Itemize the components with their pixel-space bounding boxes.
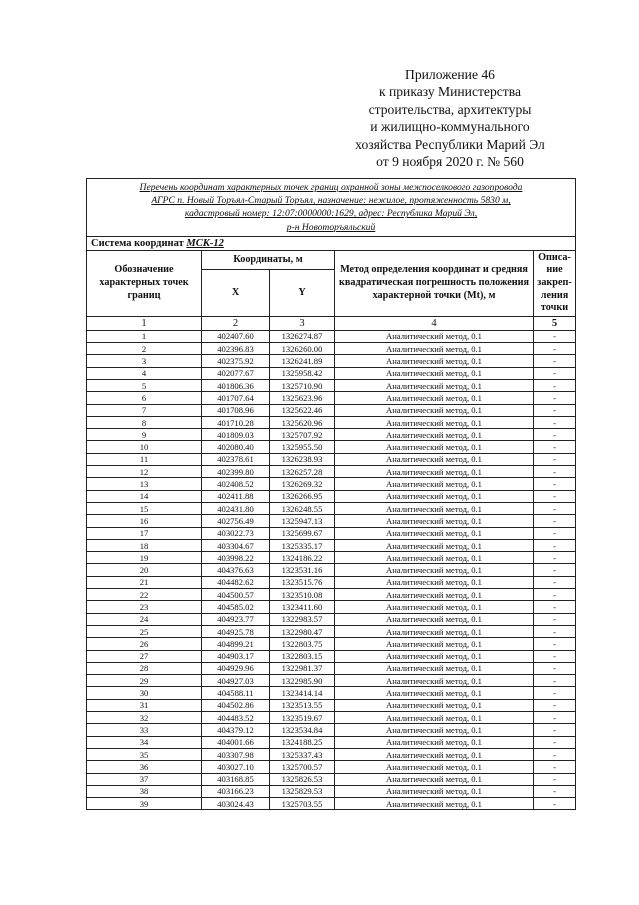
x-coordinate: 401806.36 — [202, 380, 270, 392]
y-coordinate: 1323519.67 — [270, 712, 335, 724]
x-coordinate: 404588.11 — [202, 687, 270, 699]
x-coordinate: 403168.85 — [202, 773, 270, 785]
y-coordinate: 1325703.55 — [270, 798, 335, 810]
y-coordinate: 1322803.75 — [270, 638, 335, 650]
method-cell: Аналитический метод, 0.1 — [335, 539, 534, 551]
point-number: 30 — [87, 687, 202, 699]
x-coordinate: 402756.49 — [202, 515, 270, 527]
description-cell: - — [534, 785, 576, 797]
method-cell: Аналитический метод, 0.1 — [335, 638, 534, 650]
method-cell: Аналитический метод, 0.1 — [335, 552, 534, 564]
method-cell: Аналитический метод, 0.1 — [335, 453, 534, 465]
description-cell: - — [534, 490, 576, 502]
method-cell: Аналитический метод, 0.1 — [335, 527, 534, 539]
header-line: строительства, архитектуры — [368, 101, 532, 117]
y-coordinate: 1322985.90 — [270, 675, 335, 687]
column-numbers-row — [87, 316, 576, 330]
description-cell: - — [534, 798, 576, 810]
point-number: 39 — [87, 798, 202, 810]
y-coordinate: 1324186.22 — [270, 552, 335, 564]
method-cell: Аналитический метод, 0.1 — [335, 502, 534, 514]
table-row — [87, 748, 576, 760]
method-cell: Аналитический метод, 0.1 — [335, 650, 534, 662]
method-cell: Аналитический метод, 0.1 — [335, 687, 534, 699]
y-coordinate: 1323411.60 — [270, 601, 335, 613]
x-coordinate: 403024.43 — [202, 798, 270, 810]
description-cell: - — [534, 392, 576, 404]
point-number: 8 — [87, 416, 202, 428]
y-coordinate: 1322981.37 — [270, 662, 335, 674]
x-coordinate: 402396.83 — [202, 343, 270, 355]
y-coordinate: 1324188.25 — [270, 736, 335, 748]
method-cell: Аналитический метод, 0.1 — [335, 625, 534, 637]
table-row — [87, 453, 576, 465]
table-row — [87, 699, 576, 711]
point-number: 35 — [87, 748, 202, 760]
method-cell: Аналитический метод, 0.1 — [335, 515, 534, 527]
point-number: 2 — [87, 343, 202, 355]
method-cell: Аналитический метод, 0.1 — [335, 662, 534, 674]
method-cell: Аналитический метод, 0.1 — [335, 576, 534, 588]
y-coordinate: 1322983.57 — [270, 613, 335, 625]
description-cell: - — [534, 404, 576, 416]
table-row — [87, 429, 576, 441]
table-title-row — [87, 179, 576, 237]
x-coordinate: 403027.10 — [202, 761, 270, 773]
description-cell: - — [534, 773, 576, 785]
x-coordinate: 402375.92 — [202, 355, 270, 367]
point-number: 22 — [87, 589, 202, 601]
table-row — [87, 404, 576, 416]
method-cell: Аналитический метод, 0.1 — [335, 392, 534, 404]
x-coordinate: 404925.78 — [202, 625, 270, 637]
table-row — [87, 712, 576, 724]
description-cell: - — [534, 441, 576, 453]
x-coordinate: 401708.96 — [202, 404, 270, 416]
x-coordinate: 402077.67 — [202, 367, 270, 379]
x-coordinate: 403022.73 — [202, 527, 270, 539]
description-cell: - — [534, 699, 576, 711]
point-number: 25 — [87, 625, 202, 637]
table-row — [87, 416, 576, 428]
x-coordinate: 402431.80 — [202, 502, 270, 514]
method-cell: Аналитический метод, 0.1 — [335, 355, 534, 367]
point-number: 10 — [87, 441, 202, 453]
description-cell: - — [534, 380, 576, 392]
table-row — [87, 576, 576, 588]
table-row — [87, 675, 576, 687]
point-number: 11 — [87, 453, 202, 465]
header-line: от 9 ноября 2020 г. № 560 — [376, 154, 524, 170]
method-cell: Аналитический метод, 0.1 — [335, 564, 534, 576]
description-cell: - — [534, 675, 576, 687]
method-cell: Аналитический метод, 0.1 — [335, 712, 534, 724]
y-coordinate: 1323414.14 — [270, 687, 335, 699]
point-number: 19 — [87, 552, 202, 564]
description-cell: - — [534, 625, 576, 637]
y-coordinate: 1325622.46 — [270, 404, 335, 416]
y-coordinate: 1326274.87 — [270, 330, 335, 342]
column-number: 4 — [335, 316, 534, 330]
method-cell: Аналитический метод, 0.1 — [335, 490, 534, 502]
header-description: Описа-ние закреп-ления точки — [534, 250, 576, 316]
point-number: 31 — [87, 699, 202, 711]
title-line: Перечень координат характерных точек границ охранной зоны межпоселкового газопровода — [139, 182, 523, 193]
description-cell: - — [534, 613, 576, 625]
x-coordinate: 401809.03 — [202, 429, 270, 441]
method-cell: Аналитический метод, 0.1 — [335, 343, 534, 355]
x-coordinate: 404482.62 — [202, 576, 270, 588]
table-row — [87, 441, 576, 453]
table-row — [87, 539, 576, 551]
method-cell: Аналитический метод, 0.1 — [335, 675, 534, 687]
y-coordinate: 1325710.90 — [270, 380, 335, 392]
method-cell: Аналитический метод, 0.1 — [335, 785, 534, 797]
point-number: 32 — [87, 712, 202, 724]
description-cell: - — [534, 724, 576, 736]
x-coordinate: 402080.40 — [202, 441, 270, 453]
description-cell: - — [534, 416, 576, 428]
column-number: 1 — [87, 316, 202, 330]
table-row — [87, 515, 576, 527]
x-coordinate: 404899.21 — [202, 638, 270, 650]
x-coordinate: 402407.60 — [202, 330, 270, 342]
table-row — [87, 798, 576, 810]
y-coordinate: 1326238.93 — [270, 453, 335, 465]
method-cell: Аналитический метод, 0.1 — [335, 601, 534, 613]
description-cell: - — [534, 576, 576, 588]
x-coordinate: 404483.52 — [202, 712, 270, 724]
table-row — [87, 478, 576, 490]
description-cell: - — [534, 712, 576, 724]
header-line: хозяйства Республики Марий Эл — [355, 136, 545, 152]
header-line: к приказу Министерства — [378, 84, 522, 100]
header-x: X — [202, 269, 270, 316]
description-cell: - — [534, 466, 576, 478]
point-number: 28 — [87, 662, 202, 674]
header-designation: Обозначение характерных точек границ — [87, 250, 202, 316]
method-cell: Аналитический метод, 0.1 — [335, 798, 534, 810]
description-cell: - — [534, 367, 576, 379]
description-cell: - — [534, 662, 576, 674]
table-body — [87, 330, 576, 810]
description-cell: - — [534, 564, 576, 576]
point-number: 33 — [87, 724, 202, 736]
x-coordinate: 402399.80 — [202, 466, 270, 478]
x-coordinate: 402408.52 — [202, 478, 270, 490]
coordinate-system — [87, 236, 576, 250]
table-row — [87, 392, 576, 404]
description-cell: - — [534, 552, 576, 564]
method-cell: Аналитический метод, 0.1 — [335, 589, 534, 601]
description-cell: - — [534, 687, 576, 699]
table-row — [87, 552, 576, 564]
table-row — [87, 773, 576, 785]
y-coordinate: 1325337.43 — [270, 748, 335, 760]
description-cell: - — [534, 638, 576, 650]
table-row — [87, 785, 576, 797]
y-coordinate: 1323515.76 — [270, 576, 335, 588]
point-number: 38 — [87, 785, 202, 797]
header-coords: Координаты, м — [202, 250, 335, 269]
title-line: АГРС п. Новый Торъял-Старый Торъял, назначение: нежилое, протяженность 5830 м, — [151, 195, 511, 207]
y-coordinate: 1325620.96 — [270, 416, 335, 428]
table-row — [87, 613, 576, 625]
description-cell: - — [534, 736, 576, 748]
method-cell: Аналитический метод, 0.1 — [335, 748, 534, 760]
y-coordinate: 1326266.95 — [270, 490, 335, 502]
x-coordinate: 404585.02 — [202, 601, 270, 613]
table-row — [87, 527, 576, 539]
x-coordinate: 404927.03 — [202, 675, 270, 687]
coordinates-table — [86, 178, 576, 810]
point-number: 9 — [87, 429, 202, 441]
method-cell: Аналитический метод, 0.1 — [335, 736, 534, 748]
y-coordinate: 1326269.32 — [270, 478, 335, 490]
y-coordinate: 1325335.17 — [270, 539, 335, 551]
x-coordinate: 401707.64 — [202, 392, 270, 404]
x-coordinate: 404502.86 — [202, 699, 270, 711]
header-y: Y — [270, 269, 335, 316]
y-coordinate: 1323513.55 — [270, 699, 335, 711]
y-coordinate: 1322803.15 — [270, 650, 335, 662]
point-number: 18 — [87, 539, 202, 551]
point-number: 23 — [87, 601, 202, 613]
system-row — [87, 236, 576, 250]
method-cell: Аналитический метод, 0.1 — [335, 380, 534, 392]
table-row — [87, 724, 576, 736]
method-cell: Аналитический метод, 0.1 — [335, 330, 534, 342]
table-row — [87, 343, 576, 355]
column-number: 2 — [202, 316, 270, 330]
method-cell: Аналитический метод, 0.1 — [335, 613, 534, 625]
y-coordinate: 1326257.28 — [270, 466, 335, 478]
y-coordinate: 1323531.16 — [270, 564, 335, 576]
point-number: 13 — [87, 478, 202, 490]
point-number: 7 — [87, 404, 202, 416]
point-number: 17 — [87, 527, 202, 539]
table-row — [87, 367, 576, 379]
x-coordinate: 402378.61 — [202, 453, 270, 465]
x-coordinate: 404500.57 — [202, 589, 270, 601]
point-number: 6 — [87, 392, 202, 404]
description-cell: - — [534, 429, 576, 441]
point-number: 26 — [87, 638, 202, 650]
x-coordinate: 403166.23 — [202, 785, 270, 797]
system-label: Система координат — [91, 237, 184, 249]
y-coordinate: 1325958.42 — [270, 367, 335, 379]
table-row — [87, 601, 576, 613]
table-row — [87, 662, 576, 674]
system-value: МСК-12 — [186, 237, 224, 249]
y-coordinate: 1326248.55 — [270, 502, 335, 514]
header-row — [87, 250, 576, 269]
method-cell: Аналитический метод, 0.1 — [335, 724, 534, 736]
description-cell: - — [534, 589, 576, 601]
column-number: 3 — [270, 316, 335, 330]
description-cell: - — [534, 453, 576, 465]
y-coordinate: 1325700.57 — [270, 761, 335, 773]
point-number: 4 — [87, 367, 202, 379]
method-cell: Аналитический метод, 0.1 — [335, 441, 534, 453]
x-coordinate: 404903.17 — [202, 650, 270, 662]
y-coordinate: 1322980.47 — [270, 625, 335, 637]
description-cell: - — [534, 502, 576, 514]
method-cell: Аналитический метод, 0.1 — [335, 466, 534, 478]
document-header — [300, 66, 600, 170]
method-cell: Аналитический метод, 0.1 — [335, 761, 534, 773]
table-row — [87, 564, 576, 576]
description-cell: - — [534, 650, 576, 662]
table-row — [87, 330, 576, 342]
method-cell: Аналитический метод, 0.1 — [335, 404, 534, 416]
table-row — [87, 650, 576, 662]
x-coordinate: 404379.12 — [202, 724, 270, 736]
x-coordinate: 403998.22 — [202, 552, 270, 564]
y-coordinate: 1325947.13 — [270, 515, 335, 527]
x-coordinate: 404929.96 — [202, 662, 270, 674]
y-coordinate: 1325955.50 — [270, 441, 335, 453]
description-cell: - — [534, 539, 576, 551]
point-number: 16 — [87, 515, 202, 527]
description-cell: - — [534, 343, 576, 355]
table-row — [87, 638, 576, 650]
point-number: 34 — [87, 736, 202, 748]
header-line: и жилищно-коммунального — [370, 119, 530, 135]
table-row — [87, 589, 576, 601]
method-cell: Аналитический метод, 0.1 — [335, 429, 534, 441]
point-number: 20 — [87, 564, 202, 576]
y-coordinate: 1323534.84 — [270, 724, 335, 736]
x-coordinate: 403307.98 — [202, 748, 270, 760]
table-title — [87, 179, 576, 237]
table-row — [87, 490, 576, 502]
table-row — [87, 761, 576, 773]
table-row — [87, 687, 576, 699]
point-number: 27 — [87, 650, 202, 662]
y-coordinate: 1325826.53 — [270, 773, 335, 785]
description-cell: - — [534, 330, 576, 342]
description-cell: - — [534, 748, 576, 760]
table-row — [87, 625, 576, 637]
y-coordinate: 1325707.92 — [270, 429, 335, 441]
table-row — [87, 736, 576, 748]
y-coordinate: 1326241.89 — [270, 355, 335, 367]
point-number: 12 — [87, 466, 202, 478]
y-coordinate: 1325829.53 — [270, 785, 335, 797]
x-coordinate: 404376.63 — [202, 564, 270, 576]
point-number: 3 — [87, 355, 202, 367]
method-cell: Аналитический метод, 0.1 — [335, 367, 534, 379]
x-coordinate: 403304.67 — [202, 539, 270, 551]
description-cell: - — [534, 527, 576, 539]
title-line: кадастровый номер: 12:07:0000000:1629, адрес: Республика Марий Эл, — [184, 208, 478, 220]
table-row — [87, 502, 576, 514]
point-number: 1 — [87, 330, 202, 342]
point-number: 36 — [87, 761, 202, 773]
point-number: 29 — [87, 675, 202, 687]
method-cell: Аналитический метод, 0.1 — [335, 773, 534, 785]
method-cell: Аналитический метод, 0.1 — [335, 478, 534, 490]
method-cell: Аналитический метод, 0.1 — [335, 699, 534, 711]
point-number: 14 — [87, 490, 202, 502]
description-cell: - — [534, 761, 576, 773]
y-coordinate: 1325699.67 — [270, 527, 335, 539]
description-cell: - — [534, 355, 576, 367]
x-coordinate: 404001.66 — [202, 736, 270, 748]
x-coordinate: 402411.88 — [202, 490, 270, 502]
table-row — [87, 355, 576, 367]
method-cell: Аналитический метод, 0.1 — [335, 416, 534, 428]
x-coordinate: 401710.28 — [202, 416, 270, 428]
point-number: 24 — [87, 613, 202, 625]
description-cell: - — [534, 601, 576, 613]
point-number: 15 — [87, 502, 202, 514]
point-number: 5 — [87, 380, 202, 392]
column-number: 5 — [534, 316, 576, 330]
header-line: Приложение 46 — [405, 67, 495, 82]
header-method: Метод определения координат и средняя квадратическая погрешность положения характерной точки (Mt), м — [335, 250, 534, 316]
y-coordinate: 1325623.96 — [270, 392, 335, 404]
table-row — [87, 380, 576, 392]
title-line: р-н Новоторъяльский — [286, 221, 376, 233]
table-row — [87, 466, 576, 478]
x-coordinate: 404923.77 — [202, 613, 270, 625]
description-cell: - — [534, 478, 576, 490]
point-number: 21 — [87, 576, 202, 588]
y-coordinate: 1323510.08 — [270, 589, 335, 601]
y-coordinate: 1326260.00 — [270, 343, 335, 355]
point-number: 37 — [87, 773, 202, 785]
description-cell: - — [534, 515, 576, 527]
